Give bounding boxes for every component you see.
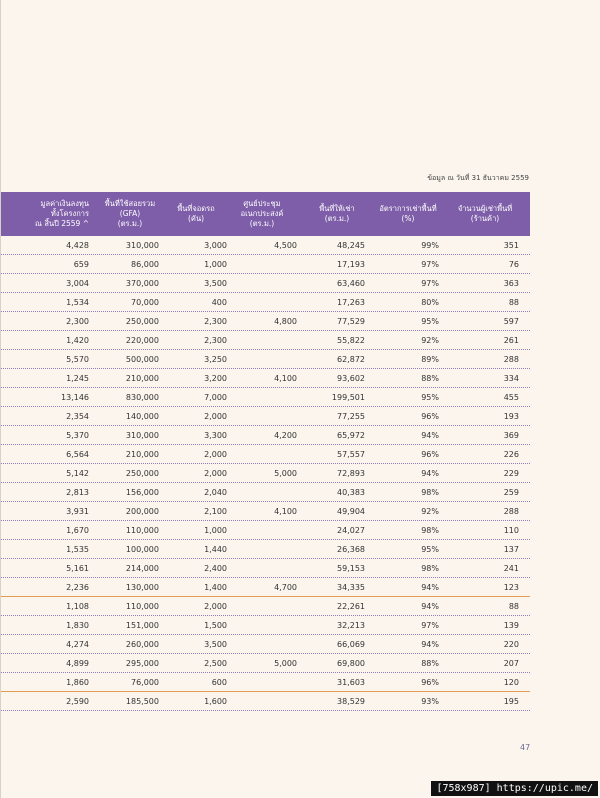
cell-investment-value: 5,142 (66, 468, 89, 478)
cell-investment-value: 1,534 (66, 297, 89, 307)
cell-leasable-area: 38,529 (337, 696, 365, 706)
cell-parking: 600 (211, 677, 227, 687)
cell-parking: 2,300 (204, 335, 227, 345)
cell-occupancy-rate: 92% (421, 335, 439, 345)
cell-investment-value: 1,670 (66, 525, 89, 535)
table-row (1, 331, 530, 350)
cell-tenant-count: 363 (503, 278, 519, 288)
cell-investment-value: 2,354 (66, 411, 89, 421)
cell-leasable-area: 55,822 (337, 335, 365, 345)
table-row (1, 255, 530, 274)
page-number: 47 (520, 743, 531, 752)
table-row (1, 502, 530, 521)
cell-parking: 2,000 (204, 449, 227, 459)
cell-parking: 2,000 (204, 601, 227, 611)
cell-parking: 2,400 (204, 563, 227, 573)
cell-investment-value: 2,300 (66, 316, 89, 326)
cell-investment-value: 2,236 (66, 582, 89, 592)
cell-leasable-area: 59,153 (337, 563, 365, 573)
cell-tenant-count: 195 (503, 696, 519, 706)
cell-parking: 2,300 (204, 316, 227, 326)
table-row (1, 236, 530, 255)
cell-tenant-count: 369 (503, 430, 519, 440)
cell-gfa: 370,000 (125, 278, 159, 288)
cell-investment-value: 5,161 (66, 563, 89, 573)
cell-tenant-count: 597 (503, 316, 519, 326)
table-row (1, 312, 530, 331)
table-row (1, 673, 530, 692)
header-investment-value: มูลค่าเงินลงทุน ทั้งโครงการ ณ สิ้นปี 2559 ^ (35, 199, 89, 228)
table-row (1, 521, 530, 540)
cell-gfa: 250,000 (125, 468, 159, 478)
cell-investment-value: 1,860 (66, 677, 89, 687)
table-row (1, 464, 530, 483)
cell-leasable-area: 77,255 (337, 411, 365, 421)
table-row (1, 692, 530, 711)
cell-tenant-count: 229 (503, 468, 519, 478)
cell-leasable-area: 72,893 (337, 468, 365, 478)
cell-gfa: 260,000 (125, 639, 159, 649)
cell-investment-value: 6,564 (66, 449, 89, 459)
table-row (1, 426, 530, 445)
cell-convention-hall: 5,000 (274, 468, 297, 478)
cell-leasable-area: 93,602 (337, 373, 365, 383)
cell-parking: 3,300 (204, 430, 227, 440)
cell-tenant-count: 88 (508, 601, 519, 611)
cell-convention-hall: 5,000 (274, 658, 297, 668)
cell-investment-value: 3,004 (66, 278, 89, 288)
cell-leasable-area: 49,904 (337, 506, 365, 516)
cell-gfa: 220,000 (125, 335, 159, 345)
cell-gfa: 210,000 (125, 449, 159, 459)
cell-investment-value: 5,570 (66, 354, 89, 364)
cell-convention-hall: 4,100 (274, 373, 297, 383)
cell-gfa: 151,000 (125, 620, 159, 630)
cell-leasable-area: 26,368 (337, 544, 365, 554)
cell-investment-value: 2,813 (66, 487, 89, 497)
cell-gfa: 500,000 (125, 354, 159, 364)
cell-investment-value: 1,245 (66, 373, 89, 383)
cell-leasable-area: 69,800 (337, 658, 365, 668)
cell-investment-value: 1,420 (66, 335, 89, 345)
cell-occupancy-rate: 88% (421, 373, 439, 383)
cell-convention-hall: 4,500 (274, 240, 297, 250)
table-row (1, 293, 530, 312)
cell-gfa: 110,000 (125, 601, 159, 611)
table-row (1, 350, 530, 369)
table-row (1, 597, 530, 616)
cell-leasable-area: 48,245 (337, 240, 365, 250)
cell-gfa: 310,000 (125, 240, 159, 250)
cell-gfa: 140,000 (125, 411, 159, 421)
image-host-watermark: [758x987] https://upic.me/ (431, 781, 598, 796)
table-row (1, 540, 530, 559)
cell-investment-value: 4,899 (66, 658, 89, 668)
cell-gfa: 310,000 (125, 430, 159, 440)
cell-leasable-area: 32,213 (337, 620, 365, 630)
cell-occupancy-rate: 94% (421, 601, 439, 611)
cell-occupancy-rate: 96% (421, 449, 439, 459)
cell-tenant-count: 351 (503, 240, 519, 250)
shopping-center-table (1, 192, 530, 711)
cell-leasable-area: 77,529 (337, 316, 365, 326)
cell-parking: 2,500 (204, 658, 227, 668)
cell-leasable-area: 17,263 (337, 297, 365, 307)
cell-leasable-area: 31,603 (337, 677, 365, 687)
cell-tenant-count: 137 (503, 544, 519, 554)
cell-occupancy-rate: 97% (421, 259, 439, 269)
cell-occupancy-rate: 92% (421, 506, 439, 516)
cell-leasable-area: 17,193 (337, 259, 365, 269)
cell-tenant-count: 110 (503, 525, 519, 535)
cell-parking: 1,440 (204, 544, 227, 554)
table-row (1, 654, 530, 673)
cell-occupancy-rate: 95% (421, 316, 439, 326)
cell-leasable-area: 65,972 (337, 430, 365, 440)
cell-tenant-count: 123 (503, 582, 519, 592)
cell-leasable-area: 22,261 (337, 601, 365, 611)
header-gfa: พื้นที่ใช้สอยรวม (GFA) (ตร.ม.) (104, 199, 156, 228)
cell-occupancy-rate: 98% (421, 487, 439, 497)
cell-investment-value: 659 (73, 259, 89, 269)
table-row (1, 578, 530, 597)
table-row (1, 559, 530, 578)
cell-investment-value: 1,535 (66, 544, 89, 554)
cell-tenant-count: 207 (503, 658, 519, 668)
cell-parking: 2,000 (204, 411, 227, 421)
cell-parking: 1,000 (204, 259, 227, 269)
cell-occupancy-rate: 96% (421, 411, 439, 421)
cell-tenant-count: 76 (508, 259, 519, 269)
table-row (1, 616, 530, 635)
cell-tenant-count: 288 (503, 506, 519, 516)
cell-parking: 3,200 (204, 373, 227, 383)
cell-gfa: 214,000 (125, 563, 159, 573)
cell-occupancy-rate: 89% (421, 354, 439, 364)
cell-occupancy-rate: 95% (421, 544, 439, 554)
table-row (1, 274, 530, 293)
cell-occupancy-rate: 94% (421, 582, 439, 592)
cell-occupancy-rate: 93% (421, 696, 439, 706)
table-row (1, 483, 530, 502)
cell-tenant-count: 259 (503, 487, 519, 497)
cell-occupancy-rate: 80% (421, 297, 439, 307)
cell-occupancy-rate: 97% (421, 620, 439, 630)
cell-parking: 2,000 (204, 468, 227, 478)
cell-parking: 1,600 (204, 696, 227, 706)
cell-tenant-count: 120 (503, 677, 519, 687)
cell-gfa: 110,000 (125, 525, 159, 535)
cell-gfa: 295,000 (125, 658, 159, 668)
cell-occupancy-rate: 98% (421, 563, 439, 573)
cell-parking: 1,400 (204, 582, 227, 592)
cell-investment-value: 2,590 (66, 696, 89, 706)
cell-occupancy-rate: 96% (421, 677, 439, 687)
cell-occupancy-rate: 99% (421, 240, 439, 250)
cell-tenant-count: 241 (503, 563, 519, 573)
table-body (1, 236, 530, 711)
cell-leasable-area: 34,335 (337, 582, 365, 592)
cell-tenant-count: 139 (503, 620, 519, 630)
data-as-of-note: ข้อมูล ณ วันที่ 31 ธันวาคม 2559 (427, 174, 529, 182)
cell-tenant-count: 261 (503, 335, 519, 345)
table-row (1, 635, 530, 654)
cell-gfa: 76,000 (131, 677, 159, 687)
cell-parking: 2,040 (204, 487, 227, 497)
cell-leasable-area: 40,383 (337, 487, 365, 497)
cell-gfa: 830,000 (125, 392, 159, 402)
cell-gfa: 250,000 (125, 316, 159, 326)
cell-tenant-count: 88 (508, 297, 519, 307)
cell-parking: 1,000 (204, 525, 227, 535)
header-leasable-area: พื้นที่ให้เช่า (ตร.ม.) (319, 204, 355, 223)
header-occupancy-rate: อัตราการเช่าพื้นที่ (%) (379, 204, 437, 223)
cell-tenant-count: 193 (503, 411, 519, 421)
cell-leasable-area: 62,872 (337, 354, 365, 364)
table-row (1, 407, 530, 426)
cell-occupancy-rate: 97% (421, 278, 439, 288)
cell-parking: 3,500 (204, 639, 227, 649)
cell-tenant-count: 226 (503, 449, 519, 459)
header-convention-hall: ศูนย์ประชุม อเนกประสงค์ (ตร.ม.) (240, 199, 284, 228)
cell-tenant-count: 455 (503, 392, 519, 402)
cell-gfa: 86,000 (131, 259, 159, 269)
cell-investment-value: 4,428 (66, 240, 89, 250)
table-row (1, 388, 530, 407)
cell-occupancy-rate: 94% (421, 430, 439, 440)
cell-occupancy-rate: 94% (421, 468, 439, 478)
cell-leasable-area: 199,501 (331, 392, 365, 402)
cell-parking: 400 (211, 297, 227, 307)
cell-leasable-area: 66,069 (337, 639, 365, 649)
cell-gfa: 130,000 (125, 582, 159, 592)
header-tenant-count: จำนวนผู้เช่าพื้นที่ (ร้านค้า) (457, 204, 513, 223)
cell-leasable-area: 57,557 (337, 449, 365, 459)
table-row (1, 445, 530, 464)
cell-gfa: 70,000 (131, 297, 159, 307)
cell-occupancy-rate: 94% (421, 639, 439, 649)
cell-occupancy-rate: 95% (421, 392, 439, 402)
cell-convention-hall: 4,700 (274, 582, 297, 592)
cell-gfa: 100,000 (125, 544, 159, 554)
cell-gfa: 156,000 (125, 487, 159, 497)
table-header (1, 192, 530, 236)
table-row (1, 369, 530, 388)
cell-leasable-area: 63,460 (337, 278, 365, 288)
cell-tenant-count: 288 (503, 354, 519, 364)
cell-convention-hall: 4,800 (274, 316, 297, 326)
cell-occupancy-rate: 88% (421, 658, 439, 668)
cell-parking: 3,500 (204, 278, 227, 288)
cell-occupancy-rate: 98% (421, 525, 439, 535)
cell-parking: 3,250 (204, 354, 227, 364)
cell-tenant-count: 334 (503, 373, 519, 383)
cell-parking: 7,000 (204, 392, 227, 402)
cell-investment-value: 4,274 (66, 639, 89, 649)
header-parking: พื้นที่จอดรถ (คัน) (177, 204, 215, 223)
cell-investment-value: 13,146 (61, 392, 89, 402)
cell-parking: 3,000 (204, 240, 227, 250)
cell-investment-value: 1,108 (66, 601, 89, 611)
cell-parking: 2,100 (204, 506, 227, 516)
cell-convention-hall: 4,100 (274, 506, 297, 516)
cell-investment-value: 3,931 (66, 506, 89, 516)
cell-tenant-count: 220 (503, 639, 519, 649)
cell-gfa: 200,000 (125, 506, 159, 516)
cell-convention-hall: 4,200 (274, 430, 297, 440)
cell-gfa: 210,000 (125, 373, 159, 383)
cell-parking: 1,500 (204, 620, 227, 630)
cell-leasable-area: 24,027 (337, 525, 365, 535)
cell-investment-value: 5,370 (66, 430, 89, 440)
cell-gfa: 185,500 (125, 696, 159, 706)
cell-investment-value: 1,830 (66, 620, 89, 630)
